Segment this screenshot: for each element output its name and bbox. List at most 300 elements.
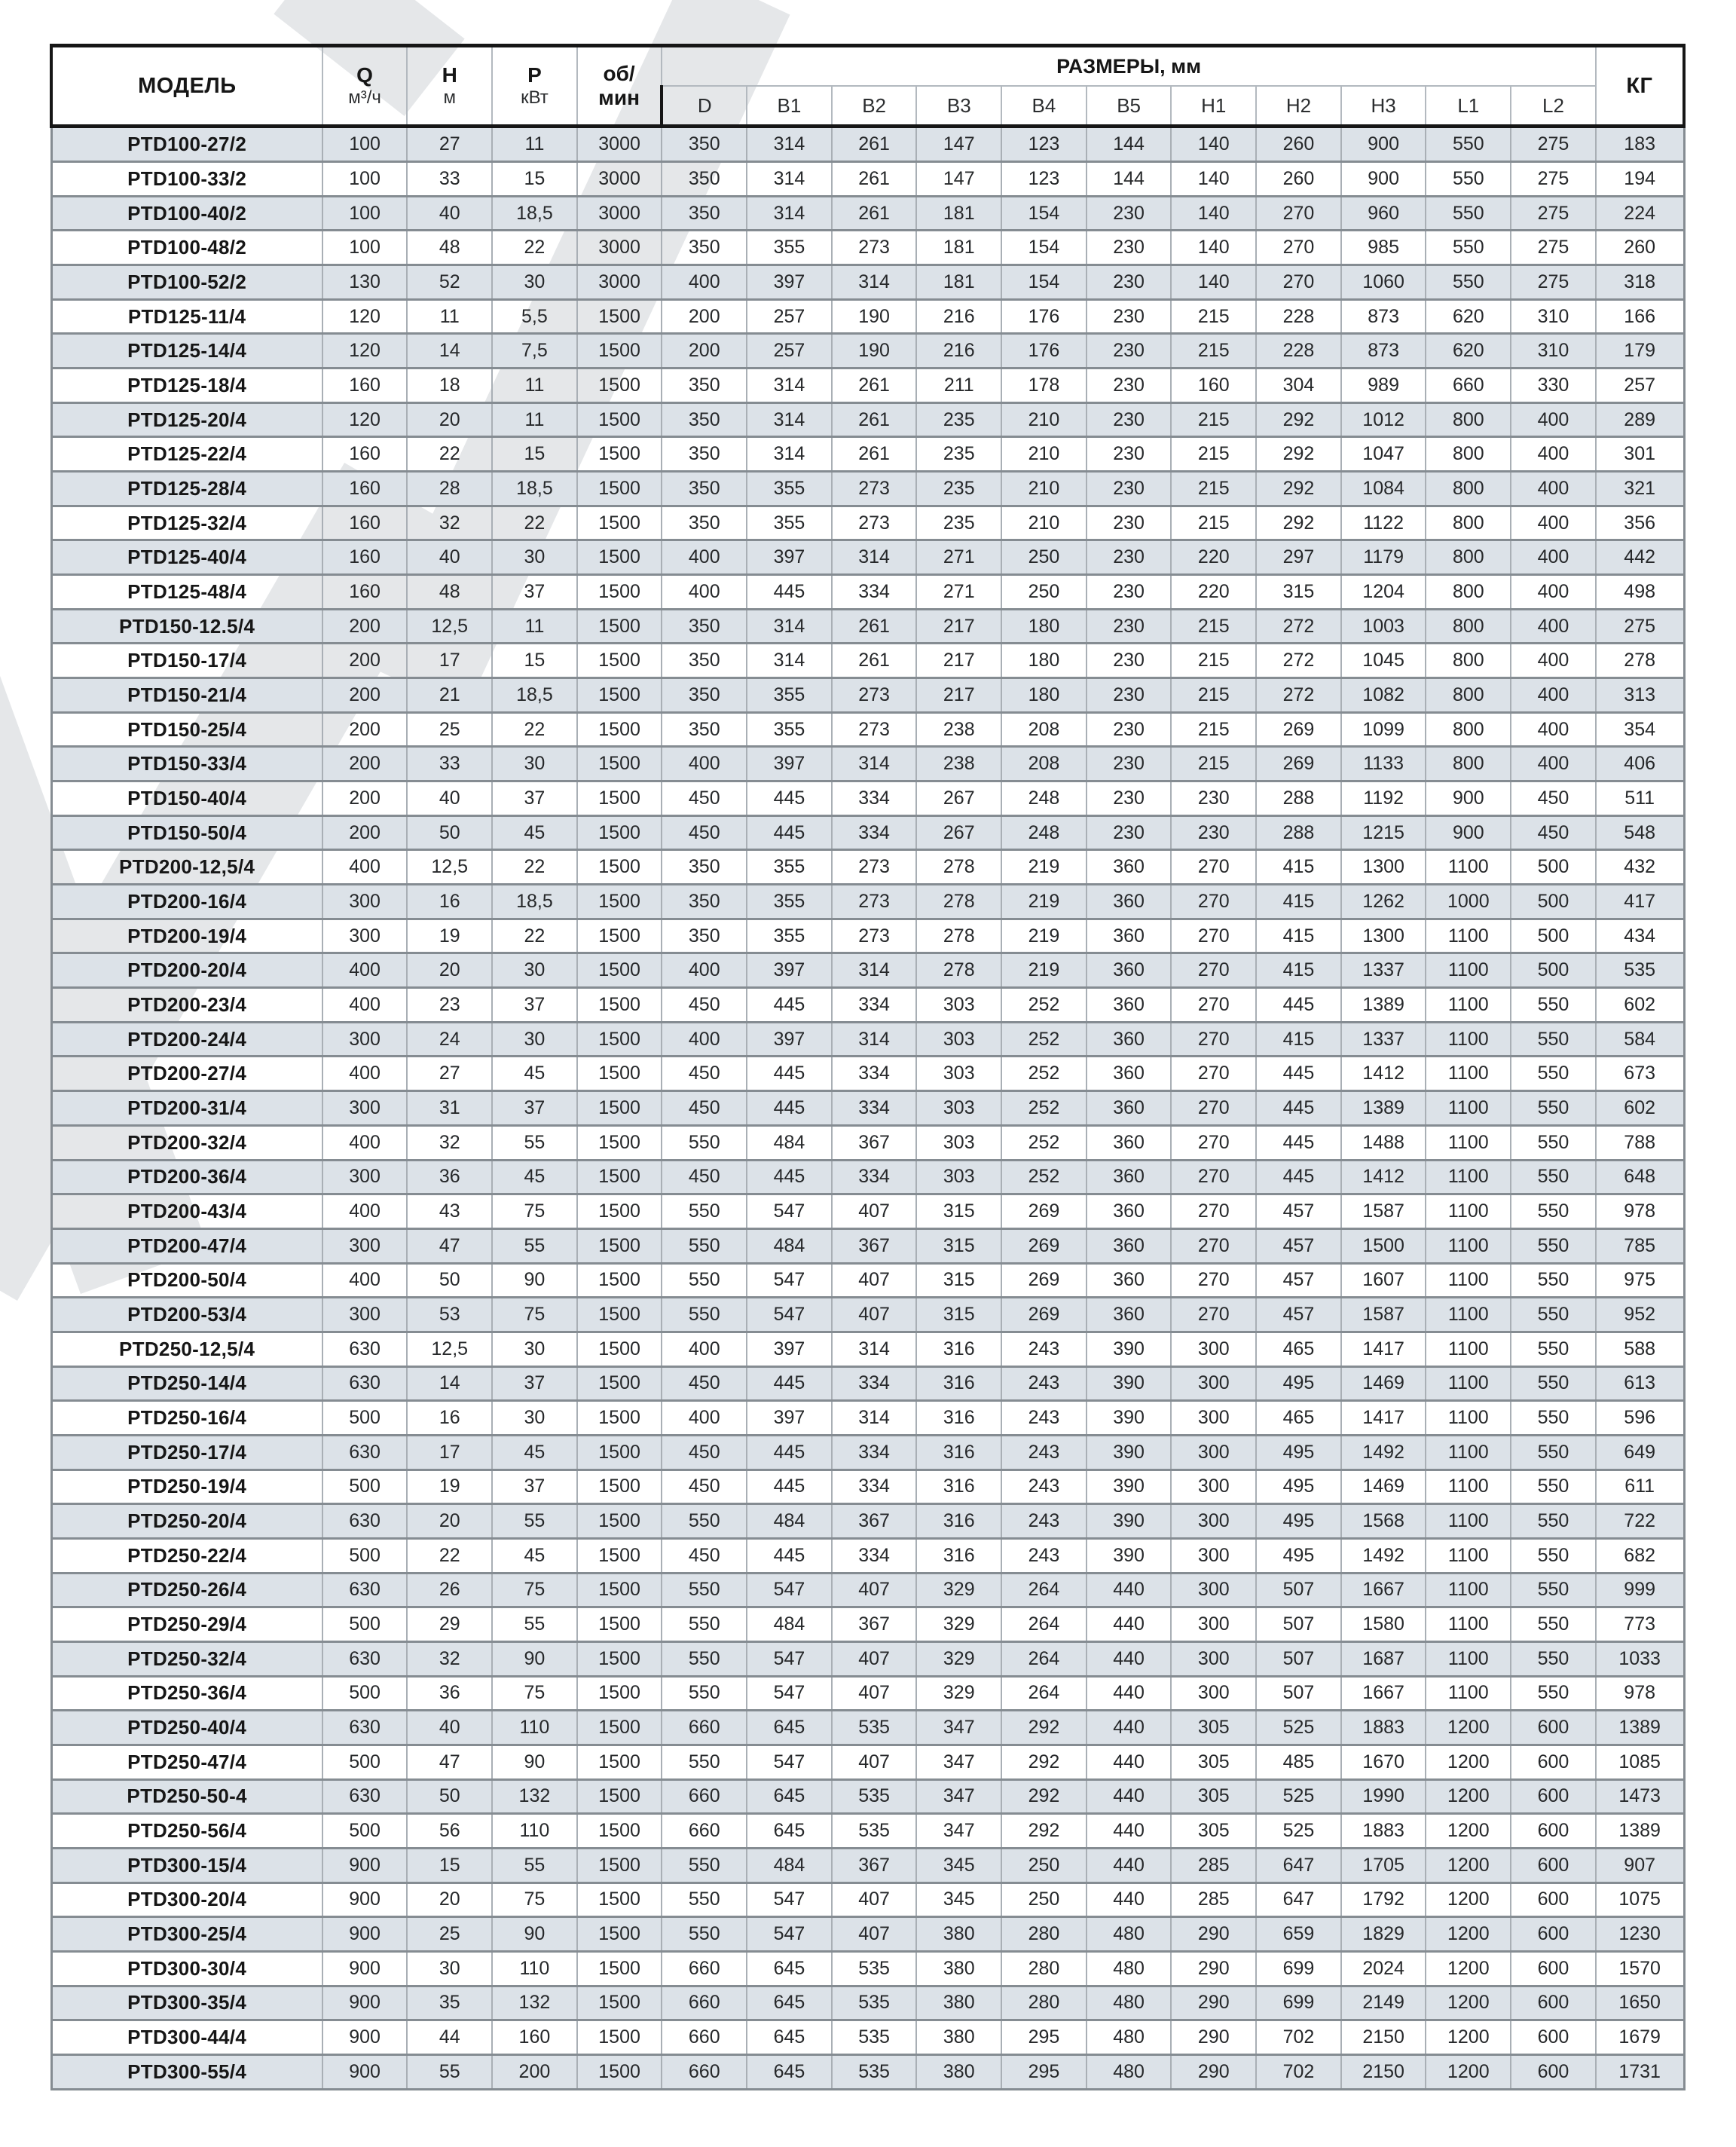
table-row (51, 919, 1684, 953)
value-cell: 1500 (577, 1366, 662, 1401)
value-cell: 210 (1001, 506, 1087, 540)
value-cell: 354 (1596, 712, 1684, 747)
value-cell: 18,5 (492, 678, 577, 713)
value-cell: 178 (1001, 369, 1087, 403)
value-cell: 1100 (1426, 1676, 1511, 1711)
value-cell: 1492 (1341, 1435, 1426, 1470)
value-cell: 1075 (1596, 1882, 1684, 1917)
model-cell: PTD150-12.5/4 (51, 609, 322, 644)
value-cell: 600 (1511, 1917, 1596, 1952)
value-cell: 1099 (1341, 712, 1426, 747)
value-cell: 257 (747, 299, 832, 334)
value-cell: 329 (916, 1641, 1001, 1676)
model-cell: PTD250-47/4 (51, 1745, 322, 1779)
value-cell: 147 (916, 127, 1001, 162)
value-cell: 550 (1511, 1641, 1596, 1676)
value-cell: 215 (1171, 747, 1256, 781)
value-cell: 270 (1171, 953, 1256, 988)
value-cell: 722 (1596, 1504, 1684, 1539)
value-cell: 1200 (1426, 1882, 1511, 1917)
col-header-q (322, 46, 408, 127)
model-cell: PTD100-52/2 (51, 265, 322, 300)
value-cell: 800 (1426, 644, 1511, 678)
value-cell: 238 (916, 712, 1001, 747)
table-row (51, 1160, 1684, 1194)
value-cell: 228 (1256, 334, 1341, 369)
value-cell: 300 (322, 1160, 408, 1194)
value-cell: 292 (1001, 1745, 1087, 1779)
value-cell: 450 (662, 1435, 747, 1470)
value-cell: 800 (1426, 747, 1511, 781)
value-cell: 217 (916, 678, 1001, 713)
value-cell: 1500 (577, 1298, 662, 1332)
value-cell: 230 (1087, 369, 1172, 403)
value-cell: 400 (1511, 437, 1596, 472)
value-cell: 1500 (577, 678, 662, 713)
table-row (51, 334, 1684, 369)
value-cell: 347 (916, 1745, 1001, 1779)
value-cell: 645 (747, 1711, 832, 1745)
value-cell: 22 (492, 506, 577, 540)
model-cell: PTD200-47/4 (51, 1228, 322, 1263)
value-cell: 660 (662, 1711, 747, 1745)
value-cell: 257 (1596, 369, 1684, 403)
value-cell: 35 (407, 1986, 492, 2020)
value-cell: 160 (492, 2020, 577, 2055)
value-cell: 160 (322, 472, 408, 506)
value-cell: 243 (1001, 1470, 1087, 1504)
value-cell: 261 (832, 127, 917, 162)
value-cell: 900 (1426, 781, 1511, 816)
value-cell: 200 (322, 747, 408, 781)
value-cell: 1100 (1426, 1641, 1511, 1676)
value-cell: 264 (1001, 1641, 1087, 1676)
value-cell: 1607 (1341, 1263, 1426, 1298)
model-cell: PTD200-32/4 (51, 1125, 322, 1160)
value-cell: 550 (1511, 1332, 1596, 1366)
value-cell: 345 (916, 1848, 1001, 1882)
value-cell: 315 (916, 1263, 1001, 1298)
value-cell: 1500 (577, 747, 662, 781)
value-cell: 1417 (1341, 1401, 1426, 1436)
value-cell: 1200 (1426, 1814, 1511, 1849)
value-cell: 360 (1087, 1091, 1172, 1126)
value-cell: 450 (662, 1470, 747, 1504)
col-header-kg (1596, 46, 1684, 127)
value-cell: 314 (832, 265, 917, 300)
value-cell: 457 (1256, 1298, 1341, 1332)
value-cell: 230 (1171, 815, 1256, 850)
value-cell: 300 (322, 919, 408, 953)
value-cell: 484 (747, 1848, 832, 1882)
value-cell: 355 (747, 231, 832, 265)
value-cell: 300 (322, 1091, 408, 1126)
value-cell: 417 (1596, 885, 1684, 919)
value-cell: 314 (832, 1401, 917, 1436)
value-cell: 315 (916, 1228, 1001, 1263)
value-cell: 550 (1511, 1022, 1596, 1057)
value-cell: 355 (747, 678, 832, 713)
value-cell: 235 (916, 402, 1001, 437)
value-cell: 19 (407, 919, 492, 953)
value-cell: 407 (832, 1298, 917, 1332)
value-cell: 252 (1001, 1125, 1087, 1160)
value-cell: 261 (832, 369, 917, 403)
table-row (51, 162, 1684, 197)
value-cell: 230 (1087, 781, 1172, 816)
value-cell: 1200 (1426, 2054, 1511, 2089)
value-cell: 1417 (1341, 1332, 1426, 1366)
value-cell: 1883 (1341, 1711, 1426, 1745)
value-cell: 321 (1596, 472, 1684, 506)
value-cell: 1500 (577, 850, 662, 885)
value-cell: 495 (1256, 1366, 1341, 1401)
value-cell: 1829 (1341, 1917, 1426, 1952)
value-cell: 208 (1001, 712, 1087, 747)
value-cell: 270 (1171, 1022, 1256, 1057)
value-cell: 584 (1596, 1022, 1684, 1057)
value-cell: 270 (1171, 1057, 1256, 1091)
table-row (51, 644, 1684, 678)
value-cell: 550 (1511, 988, 1596, 1023)
value-cell: 649 (1596, 1435, 1684, 1470)
value-cell: 190 (832, 334, 917, 369)
value-cell: 40 (407, 1711, 492, 1745)
value-cell: 43 (407, 1194, 492, 1229)
value-cell: 40 (407, 196, 492, 231)
value-cell: 350 (662, 609, 747, 644)
value-cell: 1500 (577, 1091, 662, 1126)
value-cell: 397 (747, 540, 832, 575)
model-cell: PTD250-16/4 (51, 1401, 322, 1436)
value-cell: 210 (1001, 472, 1087, 506)
value-cell: 20 (407, 953, 492, 988)
value-cell: 1500 (577, 1607, 662, 1642)
value-cell: 252 (1001, 1160, 1087, 1194)
value-cell: 800 (1426, 540, 1511, 575)
value-cell: 480 (1087, 2054, 1172, 2089)
table-row (51, 1711, 1684, 1745)
value-cell: 400 (1511, 575, 1596, 610)
value-cell: 2149 (1341, 1986, 1426, 2020)
value-cell: 15 (407, 1848, 492, 1882)
value-cell: 1500 (577, 609, 662, 644)
value-cell: 397 (747, 1332, 832, 1366)
h-symbol: Н (442, 63, 457, 87)
value-cell: 200 (322, 678, 408, 713)
value-cell: 1500 (577, 644, 662, 678)
value-cell: 280 (1001, 1917, 1087, 1952)
value-cell: 301 (1596, 437, 1684, 472)
value-cell: 550 (662, 1607, 747, 1642)
value-cell: 989 (1341, 369, 1426, 403)
value-cell: 1262 (1341, 885, 1426, 919)
value-cell: 550 (1511, 1194, 1596, 1229)
value-cell: 132 (492, 1779, 577, 1814)
value-cell: 1100 (1426, 1401, 1511, 1436)
value-cell: 144 (1087, 127, 1172, 162)
value-cell: 300 (1171, 1366, 1256, 1401)
value-cell: 1570 (1596, 1951, 1684, 1986)
value-cell: 900 (322, 2054, 408, 2089)
value-cell: 210 (1001, 402, 1087, 437)
model-cell: PTD125-22/4 (51, 437, 322, 472)
value-cell: 485 (1256, 1745, 1341, 1779)
value-cell: 1033 (1596, 1641, 1684, 1676)
value-cell: 1500 (1341, 1228, 1426, 1263)
value-cell: 292 (1256, 472, 1341, 506)
value-cell: 75 (492, 1676, 577, 1711)
value-cell: 271 (916, 575, 1001, 610)
value-cell: 210 (1001, 437, 1087, 472)
value-cell: 22 (492, 231, 577, 265)
value-cell: 55 (492, 1848, 577, 1882)
value-cell: 602 (1596, 1091, 1684, 1126)
value-cell: 230 (1087, 334, 1172, 369)
value-cell: 50 (407, 1779, 492, 1814)
value-cell: 3000 (577, 265, 662, 300)
value-cell: 50 (407, 815, 492, 850)
value-cell: 32 (407, 1641, 492, 1676)
value-cell: 334 (832, 1160, 917, 1194)
value-cell: 219 (1001, 885, 1087, 919)
value-cell: 120 (322, 402, 408, 437)
value-cell: 292 (1001, 1711, 1087, 1745)
value-cell: 495 (1256, 1470, 1341, 1504)
value-cell: 434 (1596, 919, 1684, 953)
p-unit: кВт (521, 87, 549, 109)
value-cell: 316 (916, 1504, 1001, 1539)
value-cell: 334 (832, 1366, 917, 1401)
value-cell: 224 (1596, 196, 1684, 231)
value-cell: 450 (662, 1366, 747, 1401)
table-row (51, 1366, 1684, 1401)
value-cell: 314 (832, 747, 917, 781)
value-cell: 315 (1256, 575, 1341, 610)
p-symbol: Р (527, 63, 542, 87)
table-row (51, 1435, 1684, 1470)
value-cell: 550 (1511, 1504, 1596, 1539)
value-cell: 350 (662, 506, 747, 540)
value-cell: 1000 (1426, 885, 1511, 919)
value-cell: 1500 (577, 1022, 662, 1057)
value-cell: 3000 (577, 162, 662, 197)
value-cell: 37 (492, 1366, 577, 1401)
table-row (51, 472, 1684, 506)
value-cell: 290 (1171, 1951, 1256, 1986)
value-cell: 975 (1596, 1263, 1684, 1298)
value-cell: 267 (916, 815, 1001, 850)
value-cell: 273 (832, 919, 917, 953)
value-cell: 29 (407, 1607, 492, 1642)
value-cell: 600 (1511, 1951, 1596, 1986)
value-cell: 1100 (1426, 1504, 1511, 1539)
value-cell: 200 (322, 609, 408, 644)
model-cell: PTD300-15/4 (51, 1848, 322, 1882)
value-cell: 200 (662, 299, 747, 334)
table-row (51, 2054, 1684, 2089)
value-cell: 445 (747, 1538, 832, 1573)
value-cell: 30 (492, 265, 577, 300)
value-cell: 1200 (1426, 1779, 1511, 1814)
model-cell: PTD125-28/4 (51, 472, 322, 506)
col-header-rpm (577, 46, 662, 127)
value-cell: 334 (832, 781, 917, 816)
model-cell: PTD125-20/4 (51, 402, 322, 437)
table-row (51, 781, 1684, 816)
value-cell: 19 (407, 1470, 492, 1504)
value-cell: 800 (1426, 472, 1511, 506)
value-cell: 507 (1256, 1573, 1341, 1607)
value-cell: 400 (662, 1022, 747, 1057)
value-cell: 900 (322, 1848, 408, 1882)
value-cell: 1100 (1426, 1298, 1511, 1332)
value-cell: 407 (832, 1194, 917, 1229)
model-cell: PTD150-40/4 (51, 781, 322, 816)
value-cell: 500 (322, 1814, 408, 1849)
model-cell: PTD200-19/4 (51, 919, 322, 953)
value-cell: 350 (662, 402, 747, 437)
value-cell: 230 (1087, 575, 1172, 610)
value-cell: 292 (1256, 402, 1341, 437)
value-cell: 500 (1511, 953, 1596, 988)
value-cell: 550 (662, 1917, 747, 1952)
value-cell: 380 (916, 1986, 1001, 2020)
table-header (51, 46, 1684, 127)
value-cell: 1100 (1426, 1607, 1511, 1642)
value-cell: 160 (322, 540, 408, 575)
value-cell: 55 (492, 1504, 577, 1539)
value-cell: 132 (492, 1986, 577, 2020)
table-row (51, 1057, 1684, 1091)
value-cell: 179 (1596, 334, 1684, 369)
value-cell: 208 (1001, 747, 1087, 781)
value-cell: 300 (1171, 1470, 1256, 1504)
value-cell: 1500 (577, 1814, 662, 1849)
value-cell: 645 (747, 1986, 832, 2020)
value-cell: 154 (1001, 196, 1087, 231)
value-cell: 900 (322, 1917, 408, 1952)
value-cell: 400 (662, 747, 747, 781)
value-cell: 123 (1001, 162, 1087, 197)
value-cell: 27 (407, 1057, 492, 1091)
value-cell: 316 (916, 1538, 1001, 1573)
table-row (51, 1951, 1684, 1986)
value-cell: 360 (1087, 850, 1172, 885)
value-cell: 3000 (577, 196, 662, 231)
value-cell: 547 (747, 1745, 832, 1779)
value-cell: 1500 (577, 299, 662, 334)
value-cell: 400 (322, 988, 408, 1023)
value-cell: 1100 (1426, 1366, 1511, 1401)
value-cell: 602 (1596, 988, 1684, 1023)
col-header-model (51, 46, 322, 127)
value-cell: 407 (832, 1263, 917, 1298)
value-cell: 52 (407, 265, 492, 300)
value-cell: 873 (1341, 334, 1426, 369)
value-cell: 261 (832, 437, 917, 472)
value-cell: 36 (407, 1160, 492, 1194)
value-cell: 315 (916, 1298, 1001, 1332)
value-cell: 230 (1087, 712, 1172, 747)
value-cell: 314 (747, 196, 832, 231)
value-cell: 440 (1087, 1676, 1172, 1711)
value-cell: 314 (832, 540, 917, 575)
value-cell: 660 (662, 2054, 747, 2089)
value-cell: 261 (832, 609, 917, 644)
value-cell: 260 (1256, 127, 1341, 162)
value-cell: 350 (662, 678, 747, 713)
value-cell: 75 (492, 1298, 577, 1332)
table-row (51, 1263, 1684, 1298)
model-cell: PTD200-24/4 (51, 1022, 322, 1057)
value-cell: 547 (747, 1573, 832, 1607)
model-cell: PTD200-50/4 (51, 1263, 322, 1298)
value-cell: 47 (407, 1228, 492, 1263)
value-cell: 660 (662, 1779, 747, 1814)
value-cell: 1500 (577, 1228, 662, 1263)
value-cell: 316 (916, 1470, 1001, 1504)
value-cell: 30 (492, 1022, 577, 1057)
value-cell: 334 (832, 1057, 917, 1091)
value-cell: 550 (1511, 1607, 1596, 1642)
value-cell: 600 (1511, 1711, 1596, 1745)
value-cell: 181 (916, 196, 1001, 231)
value-cell: 275 (1511, 265, 1596, 300)
value-cell: 550 (1511, 1366, 1596, 1401)
value-cell: 450 (1511, 781, 1596, 816)
table-row (51, 1091, 1684, 1126)
value-cell: 5,5 (492, 299, 577, 334)
model-cell: PTD250-40/4 (51, 1711, 322, 1745)
value-cell: 630 (322, 1332, 408, 1366)
value-cell: 300 (1171, 1641, 1256, 1676)
value-cell: 270 (1256, 265, 1341, 300)
value-cell: 645 (747, 1951, 832, 1986)
value-cell: 37 (492, 1470, 577, 1504)
value-cell: 480 (1087, 2020, 1172, 2055)
value-cell: 440 (1087, 1779, 1172, 1814)
value-cell: 407 (832, 1917, 917, 1952)
value-cell: 773 (1596, 1607, 1684, 1642)
value-cell: 350 (662, 919, 747, 953)
value-cell: 1045 (1341, 644, 1426, 678)
value-cell: 3000 (577, 127, 662, 162)
value-cell: 450 (662, 988, 747, 1023)
value-cell: 270 (1256, 231, 1341, 265)
value-cell: 400 (1511, 472, 1596, 506)
value-cell: 44 (407, 2020, 492, 2055)
value-cell: 360 (1087, 885, 1172, 919)
value-cell: 1200 (1426, 1745, 1511, 1779)
value-cell: 12,5 (407, 850, 492, 885)
model-cell: PTD125-14/4 (51, 334, 322, 369)
value-cell: 550 (662, 1745, 747, 1779)
value-cell: 952 (1596, 1298, 1684, 1332)
value-cell: 252 (1001, 1091, 1087, 1126)
value-cell: 37 (492, 1091, 577, 1126)
value-cell: 1012 (1341, 402, 1426, 437)
value-cell: 645 (747, 1814, 832, 1849)
value-cell: 630 (322, 1435, 408, 1470)
table-body (51, 127, 1684, 2090)
value-cell: 440 (1087, 1814, 1172, 1849)
value-cell: 314 (832, 1332, 917, 1366)
value-cell: 15 (492, 644, 577, 678)
value-cell: 507 (1256, 1641, 1341, 1676)
value-cell: 380 (916, 1951, 1001, 1986)
value-cell: 400 (322, 1194, 408, 1229)
